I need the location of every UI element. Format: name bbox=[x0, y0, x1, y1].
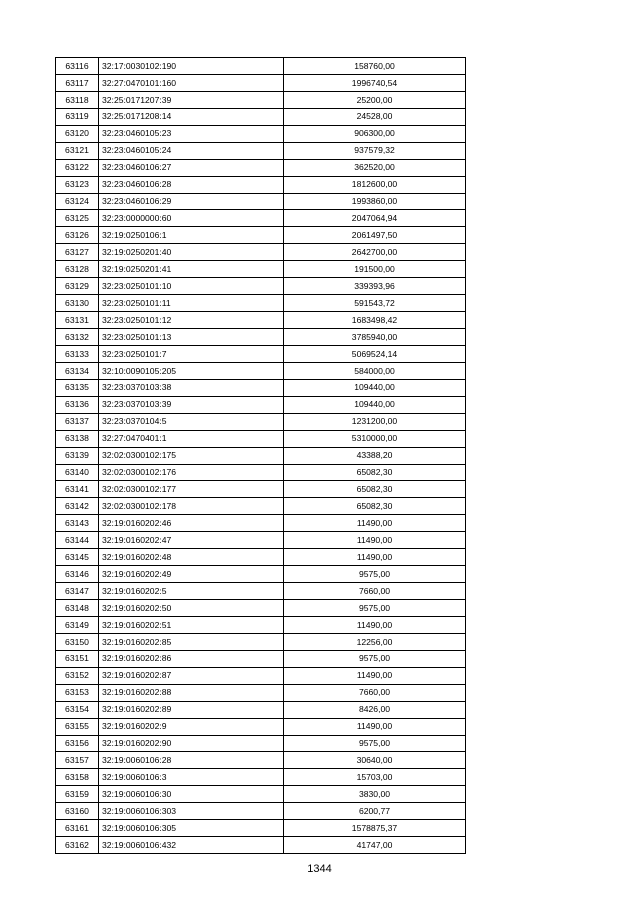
row-number-cell: 63128 bbox=[56, 261, 99, 278]
value-cell: 906300,00 bbox=[284, 125, 466, 142]
value-cell: 65082,30 bbox=[284, 464, 466, 481]
row-number-cell: 63127 bbox=[56, 244, 99, 261]
table-row bbox=[56, 227, 466, 244]
table-row bbox=[56, 616, 466, 633]
row-number-cell: 63123 bbox=[56, 176, 99, 193]
cadastral-number-cell: 32:19:0160202:89 bbox=[99, 701, 284, 718]
row-number-cell: 63117 bbox=[56, 74, 99, 91]
row-number-cell: 63153 bbox=[56, 684, 99, 701]
value-cell: 191500,00 bbox=[284, 261, 466, 278]
row-number-cell: 63119 bbox=[56, 108, 99, 125]
table-row bbox=[56, 481, 466, 498]
row-number-cell: 63131 bbox=[56, 312, 99, 329]
value-cell: 65082,30 bbox=[284, 481, 466, 498]
value-cell: 41747,00 bbox=[284, 837, 466, 854]
cadastral-number-cell: 32:23:0370103:39 bbox=[99, 396, 284, 413]
table-row bbox=[56, 684, 466, 701]
value-cell: 1578875,37 bbox=[284, 820, 466, 837]
table-row bbox=[56, 633, 466, 650]
table-row bbox=[56, 498, 466, 515]
value-cell: 3785940,00 bbox=[284, 329, 466, 346]
table-row bbox=[56, 464, 466, 481]
cadastral-number-cell: 32:23:0460106:29 bbox=[99, 193, 284, 210]
cadastral-number-cell: 32:10:0090105:205 bbox=[99, 362, 284, 379]
row-number-cell: 63146 bbox=[56, 566, 99, 583]
value-cell: 6200,77 bbox=[284, 803, 466, 820]
cadastral-number-cell: 32:02:0300102:177 bbox=[99, 481, 284, 498]
row-number-cell: 63147 bbox=[56, 583, 99, 600]
cadastral-number-cell: 32:19:0160202:87 bbox=[99, 667, 284, 684]
row-number-cell: 63141 bbox=[56, 481, 99, 498]
cadastral-number-cell: 32:27:0470401:1 bbox=[99, 430, 284, 447]
value-cell: 9575,00 bbox=[284, 735, 466, 752]
row-number-cell: 63132 bbox=[56, 329, 99, 346]
row-number-cell: 63143 bbox=[56, 515, 99, 532]
row-number-cell: 63136 bbox=[56, 396, 99, 413]
row-number-cell: 63130 bbox=[56, 295, 99, 312]
value-cell: 15703,00 bbox=[284, 769, 466, 786]
row-number-cell: 63134 bbox=[56, 362, 99, 379]
table-body bbox=[56, 58, 466, 854]
value-cell: 1683498,42 bbox=[284, 312, 466, 329]
value-cell: 109440,00 bbox=[284, 379, 466, 396]
row-number-cell: 63145 bbox=[56, 549, 99, 566]
value-cell: 30640,00 bbox=[284, 752, 466, 769]
value-cell: 11490,00 bbox=[284, 515, 466, 532]
table-row bbox=[56, 379, 466, 396]
table-row bbox=[56, 142, 466, 159]
cadastral-number-cell: 32:23:0370103:38 bbox=[99, 379, 284, 396]
value-cell: 591543,72 bbox=[284, 295, 466, 312]
value-cell: 11490,00 bbox=[284, 718, 466, 735]
value-cell: 1996740,54 bbox=[284, 74, 466, 91]
row-number-cell: 63126 bbox=[56, 227, 99, 244]
table-row bbox=[56, 837, 466, 854]
table-row bbox=[56, 396, 466, 413]
table-row bbox=[56, 820, 466, 837]
cadastral-number-cell: 32:19:0060106:3 bbox=[99, 769, 284, 786]
cadastral-number-cell: 32:19:0160202:85 bbox=[99, 633, 284, 650]
row-number-cell: 63156 bbox=[56, 735, 99, 752]
table-row bbox=[56, 176, 466, 193]
row-number-cell: 63158 bbox=[56, 769, 99, 786]
cadastral-number-cell: 32:19:0160202:88 bbox=[99, 684, 284, 701]
table-row bbox=[56, 193, 466, 210]
table-row bbox=[56, 566, 466, 583]
table-row bbox=[56, 447, 466, 464]
cadastral-number-cell: 32:19:0250201:40 bbox=[99, 244, 284, 261]
value-cell: 2061497,50 bbox=[284, 227, 466, 244]
table-row bbox=[56, 244, 466, 261]
table-row bbox=[56, 701, 466, 718]
cadastral-number-cell: 32:23:0250101:13 bbox=[99, 329, 284, 346]
row-number-cell: 63160 bbox=[56, 803, 99, 820]
row-number-cell: 63137 bbox=[56, 413, 99, 430]
row-number-cell: 63161 bbox=[56, 820, 99, 837]
row-number-cell: 63144 bbox=[56, 532, 99, 549]
cadastral-number-cell: 32:23:0250101:11 bbox=[99, 295, 284, 312]
table-row bbox=[56, 261, 466, 278]
cadastral-number-cell: 32:23:0460105:23 bbox=[99, 125, 284, 142]
value-cell: 109440,00 bbox=[284, 396, 466, 413]
cadastral-number-cell: 32:19:0160202:47 bbox=[99, 532, 284, 549]
table-row bbox=[56, 278, 466, 295]
cadastral-number-cell: 32:19:0060106:303 bbox=[99, 803, 284, 820]
cadastral-number-cell: 32:19:0160202:48 bbox=[99, 549, 284, 566]
value-cell: 158760,00 bbox=[284, 58, 466, 75]
table-row bbox=[56, 58, 466, 75]
table-row bbox=[56, 667, 466, 684]
value-cell: 7660,00 bbox=[284, 583, 466, 600]
table-row bbox=[56, 329, 466, 346]
cadastre-value-table bbox=[55, 57, 466, 854]
row-number-cell: 63118 bbox=[56, 91, 99, 108]
row-number-cell: 63149 bbox=[56, 616, 99, 633]
row-number-cell: 63125 bbox=[56, 210, 99, 227]
value-cell: 9575,00 bbox=[284, 650, 466, 667]
table-row bbox=[56, 295, 466, 312]
value-cell: 11490,00 bbox=[284, 549, 466, 566]
row-number-cell: 63121 bbox=[56, 142, 99, 159]
table-row bbox=[56, 362, 466, 379]
cadastral-number-cell: 32:23:0460106:28 bbox=[99, 176, 284, 193]
row-number-cell: 63150 bbox=[56, 633, 99, 650]
value-cell: 937579,32 bbox=[284, 142, 466, 159]
table-row bbox=[56, 74, 466, 91]
cadastral-number-cell: 32:19:0160202:46 bbox=[99, 515, 284, 532]
row-number-cell: 63138 bbox=[56, 430, 99, 447]
row-number-cell: 63154 bbox=[56, 701, 99, 718]
table-row bbox=[56, 413, 466, 430]
cadastral-number-cell: 32:19:0160202:5 bbox=[99, 583, 284, 600]
value-cell: 5069524,14 bbox=[284, 345, 466, 362]
value-cell: 7660,00 bbox=[284, 684, 466, 701]
cadastral-number-cell: 32:23:0250101:10 bbox=[99, 278, 284, 295]
row-number-cell: 63159 bbox=[56, 786, 99, 803]
table-row bbox=[56, 600, 466, 617]
cadastral-number-cell: 32:25:0171208:14 bbox=[99, 108, 284, 125]
cadastral-number-cell: 32:17:0030102:190 bbox=[99, 58, 284, 75]
value-cell: 362520,00 bbox=[284, 159, 466, 176]
cadastral-number-cell: 32:23:0460106:27 bbox=[99, 159, 284, 176]
cadastral-number-cell: 32:19:0160202:51 bbox=[99, 616, 284, 633]
value-cell: 43388,20 bbox=[284, 447, 466, 464]
value-cell: 1993860,00 bbox=[284, 193, 466, 210]
page-number: 1344 bbox=[307, 863, 332, 875]
value-cell: 65082,30 bbox=[284, 498, 466, 515]
value-cell: 3830,00 bbox=[284, 786, 466, 803]
cadastral-number-cell: 32:27:0470101:160 bbox=[99, 74, 284, 91]
value-cell: 5310000,00 bbox=[284, 430, 466, 447]
table-row bbox=[56, 752, 466, 769]
row-number-cell: 63142 bbox=[56, 498, 99, 515]
row-number-cell: 63122 bbox=[56, 159, 99, 176]
table-row bbox=[56, 735, 466, 752]
table-row bbox=[56, 803, 466, 820]
row-number-cell: 63151 bbox=[56, 650, 99, 667]
value-cell: 1231200,00 bbox=[284, 413, 466, 430]
row-number-cell: 63162 bbox=[56, 837, 99, 854]
row-number-cell: 63133 bbox=[56, 345, 99, 362]
value-cell: 339393,96 bbox=[284, 278, 466, 295]
row-number-cell: 63140 bbox=[56, 464, 99, 481]
row-number-cell: 63148 bbox=[56, 600, 99, 617]
table-row bbox=[56, 650, 466, 667]
table-row bbox=[56, 159, 466, 176]
row-number-cell: 63139 bbox=[56, 447, 99, 464]
value-cell: 11490,00 bbox=[284, 616, 466, 633]
cadastral-number-cell: 32:25:0171207:39 bbox=[99, 91, 284, 108]
cadastral-number-cell: 32:19:0160202:9 bbox=[99, 718, 284, 735]
cadastral-number-cell: 32:19:0060106:28 bbox=[99, 752, 284, 769]
value-cell: 9575,00 bbox=[284, 600, 466, 617]
row-number-cell: 63152 bbox=[56, 667, 99, 684]
table-row bbox=[56, 91, 466, 108]
cadastral-number-cell: 32:23:0250101:12 bbox=[99, 312, 284, 329]
value-cell: 11490,00 bbox=[284, 667, 466, 684]
cadastral-number-cell: 32:19:0250201:41 bbox=[99, 261, 284, 278]
value-cell: 25200,00 bbox=[284, 91, 466, 108]
cadastral-number-cell: 32:19:0160202:90 bbox=[99, 735, 284, 752]
row-number-cell: 63157 bbox=[56, 752, 99, 769]
row-number-cell: 63135 bbox=[56, 379, 99, 396]
cadastral-number-cell: 32:19:0160202:50 bbox=[99, 600, 284, 617]
table-row bbox=[56, 769, 466, 786]
value-cell: 11490,00 bbox=[284, 532, 466, 549]
cadastral-number-cell: 32:02:0300102:175 bbox=[99, 447, 284, 464]
table-row bbox=[56, 718, 466, 735]
value-cell: 9575,00 bbox=[284, 566, 466, 583]
cadastral-number-cell: 32:19:0060106:432 bbox=[99, 837, 284, 854]
table-row bbox=[56, 515, 466, 532]
table-row bbox=[56, 345, 466, 362]
cadastral-number-cell: 32:19:0060106:30 bbox=[99, 786, 284, 803]
value-cell: 1812600,00 bbox=[284, 176, 466, 193]
row-number-cell: 63124 bbox=[56, 193, 99, 210]
table-row bbox=[56, 430, 466, 447]
value-cell: 24528,00 bbox=[284, 108, 466, 125]
table-row bbox=[56, 108, 466, 125]
value-cell: 2642700,00 bbox=[284, 244, 466, 261]
cadastral-number-cell: 32:23:0000000:60 bbox=[99, 210, 284, 227]
table-row bbox=[56, 786, 466, 803]
value-cell: 8426,00 bbox=[284, 701, 466, 718]
value-cell: 12256,00 bbox=[284, 633, 466, 650]
row-number-cell: 63116 bbox=[56, 58, 99, 75]
row-number-cell: 63120 bbox=[56, 125, 99, 142]
value-cell: 2047064,94 bbox=[284, 210, 466, 227]
table-row bbox=[56, 210, 466, 227]
cadastral-number-cell: 32:02:0300102:176 bbox=[99, 464, 284, 481]
cadastral-number-cell: 32:23:0250101:7 bbox=[99, 345, 284, 362]
value-cell: 584000,00 bbox=[284, 362, 466, 379]
table-row bbox=[56, 532, 466, 549]
table-row bbox=[56, 583, 466, 600]
table-row bbox=[56, 312, 466, 329]
cadastral-number-cell: 32:02:0300102:178 bbox=[99, 498, 284, 515]
row-number-cell: 63129 bbox=[56, 278, 99, 295]
cadastral-number-cell: 32:19:0060106:305 bbox=[99, 820, 284, 837]
cadastral-number-cell: 32:19:0160202:86 bbox=[99, 650, 284, 667]
cadastral-number-cell: 32:19:0250106:1 bbox=[99, 227, 284, 244]
cadastral-number-cell: 32:19:0160202:49 bbox=[99, 566, 284, 583]
cadastral-number-cell: 32:23:0370104:5 bbox=[99, 413, 284, 430]
cadastral-number-cell: 32:23:0460105:24 bbox=[99, 142, 284, 159]
row-number-cell: 63155 bbox=[56, 718, 99, 735]
table-row bbox=[56, 125, 466, 142]
table-row bbox=[56, 549, 466, 566]
